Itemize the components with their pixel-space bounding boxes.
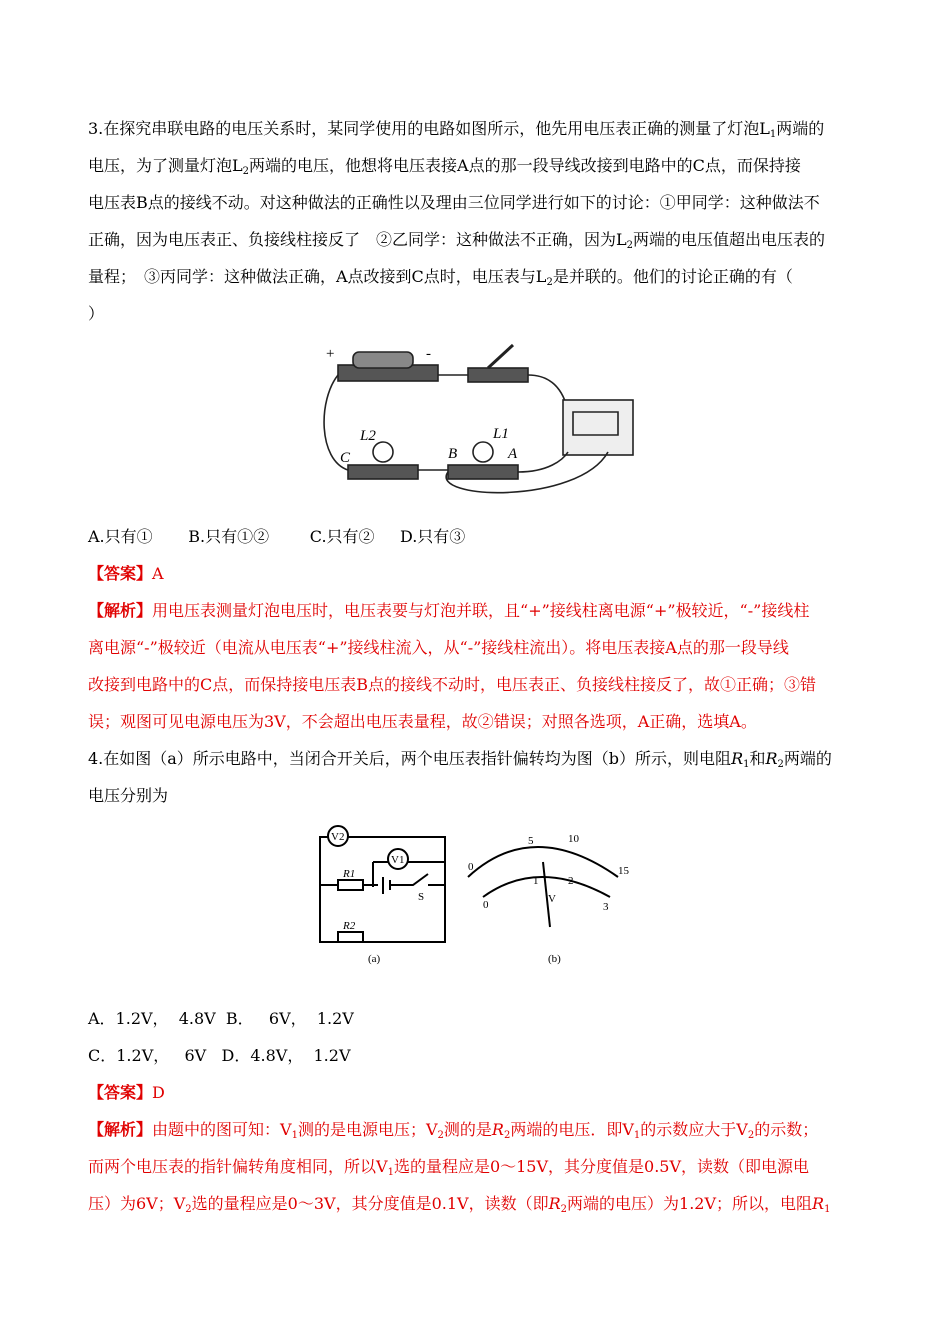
r1-label: R1: [343, 868, 356, 880]
dial-unit: V: [548, 893, 556, 905]
q4-answer: 【答案】D: [88, 1083, 165, 1102]
dial-0-top: 0: [468, 861, 474, 873]
series-circuit-figure: [318, 340, 648, 505]
a-label: A: [508, 446, 518, 462]
v1-label: V1: [391, 854, 405, 866]
q3-line-1: 3.在探究串联电路的电压关系时，某同学使用的电路如图所示，他先用电压表正确的测量了灯泡$L_1$两端的: [88, 119, 825, 140]
v2-label: V2: [331, 831, 345, 843]
fig-b-label: (b): [548, 953, 561, 965]
q3-analysis-line-2: 离电源“-”极较近（电流从电压表“+”接线柱流入，从“-”接线柱流出）。将电压表接A点的那一段导线: [88, 638, 789, 657]
fig-a-label: (a): [368, 953, 381, 965]
dial-3: 3: [603, 901, 609, 913]
q3-analysis-line-4: 误；观图可见电源电压为3V，不会超出电压表量程，故②错误；对照各选项，A正确，选填A。: [88, 712, 757, 731]
q4-analysis-line-2: 而两个电压表的指针偏转角度相同，所以$V_1$选的量程应是0～15V，其分度值是0.5V，读数（即电源电: [88, 1157, 810, 1178]
dial-1: 1: [533, 875, 539, 887]
dial-2: 2: [568, 875, 574, 887]
b-label: B: [448, 446, 458, 462]
l2-label: L2: [360, 428, 376, 444]
voltmeter-circuit-figure: [318, 822, 638, 972]
dial-0-bottom: 0: [483, 899, 489, 911]
s-label: S: [418, 891, 425, 903]
dial-10: 10: [568, 833, 579, 845]
q4-line-1: 4.在如图（a）所示电路中，当闭合开关后，两个电压表指针偏转均为图（b）所示，则电阻$R_1$和$R_2$两端的: [88, 749, 832, 770]
q4-analysis-line-3: 压）为6V；$V_2$选的量程应是0～3V，其分度值是0.1V，读数（即$R_2$两端的电压）为1.2V；所以，电阻$R_1$: [88, 1194, 831, 1215]
dial-15: 15: [618, 865, 629, 877]
q4-options-ab: A．1.2V， 4.8V B． 6V， 1.2V: [88, 1009, 354, 1028]
q4-options-cd: C．1.2V， 6V D．4.8V， 1.2V: [88, 1046, 351, 1065]
q3-options: A.只有① B.只有①② C.只有② D.只有③: [88, 527, 466, 546]
c-label: C: [340, 450, 351, 466]
plus-label: +: [326, 346, 335, 362]
q3-line-6: ）: [88, 304, 105, 323]
q3-answer: 【答案】A: [88, 564, 164, 583]
minus-label: -: [426, 346, 431, 362]
q4-options-block: [88, 1000, 868, 1222]
dial-5: 5: [528, 835, 534, 847]
q3-analysis-line-3: 改接到电路中的C点，而保持接电压表B点的接线不动时，电压表正、负接线柱接反了，故①正确；③错: [88, 675, 817, 694]
q3-answer-block: [88, 555, 868, 814]
q4-line-2: 电压分别为: [88, 786, 169, 805]
q3-line-4: 正确，因为电压表正、负接线柱接反了 ②乙同学：这种做法不正确，因为$L_2$两端的电压值超出电压表的: [88, 230, 826, 251]
q3-line-5: 量程； ③丙同学：这种做法正确，A点改接到C点时，电压表与$L_2$是并联的。他们的讨论正确的有（: [88, 267, 793, 288]
q3-analysis-line-1: 【解析】用电压表测量灯泡电压时，电压表要与灯泡并联，且“+”接线柱离电源“+”极较近，“-”接线柱: [88, 601, 810, 620]
q3-line-2: 电压，为了测量灯泡$L_2$两端的电压，他想将电压表接A点的那一段导线改接到电路中的C点，而保持接: [88, 156, 801, 177]
q4-analysis-line-1: 【解析】由题中的图可知：$V_1$测的是电源电压；$V_2$测的是$R_2$两端的电压．即$V_1$的示数应大于$V_2$的示数；: [88, 1120, 819, 1141]
l1-label: L1: [493, 426, 509, 442]
r2-label: R2: [343, 920, 356, 932]
q3-line-3: 电压表B点的接线不动。对这种做法的正确性以及理由三位同学进行如下的讨论：①甲同学：这种做法不: [88, 193, 820, 212]
document-page: [88, 110, 868, 332]
